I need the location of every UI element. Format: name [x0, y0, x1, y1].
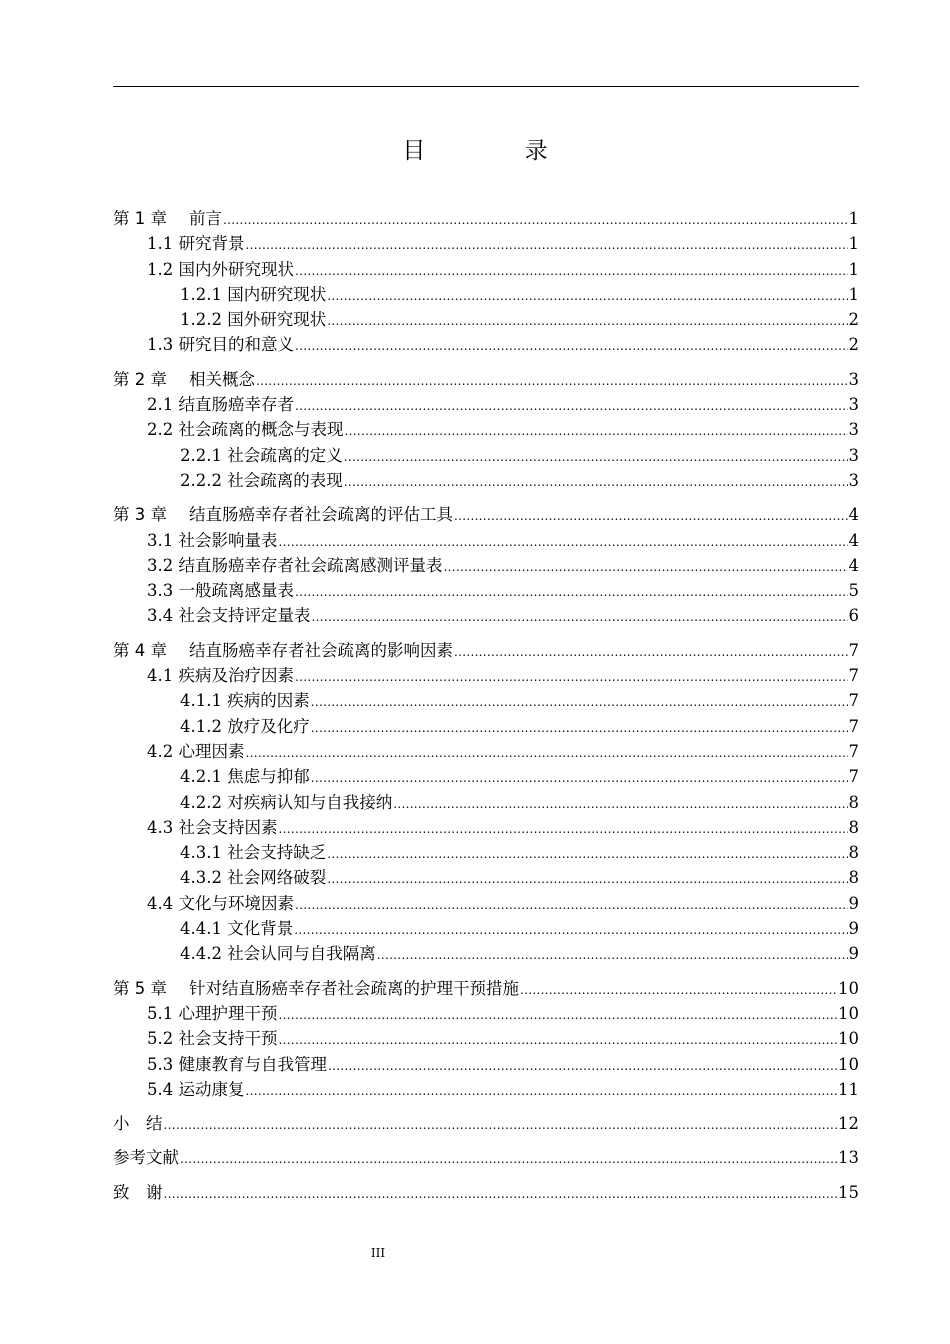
- toc-entry-number: 4.4.2: [180, 944, 222, 964]
- toc-entry-number: 4.2.2: [180, 792, 222, 812]
- toc-entry-title: 焦虑与抑郁: [227, 767, 310, 787]
- toc-entry[interactable]: [113, 916, 859, 941]
- toc-entry-page: 1: [848, 284, 859, 304]
- toc-entry[interactable]: [113, 1001, 859, 1026]
- toc-entry-page: 12: [838, 1114, 859, 1134]
- toc-entry-number: 1.2.2: [180, 310, 222, 330]
- toc-entry-title: 社会影响量表: [178, 530, 278, 550]
- toc-entry-number: 3.3: [147, 581, 174, 601]
- toc-entry-label: [147, 578, 294, 603]
- dot-leader: [295, 259, 848, 284]
- toc-entry-page: 3: [848, 470, 859, 490]
- toc-entry-page: 8: [848, 843, 859, 863]
- toc-entry-label: [113, 638, 453, 663]
- toc-entry-label: [180, 840, 326, 865]
- dot-leader: [279, 1028, 838, 1053]
- toc-entry-title: 心理因素: [178, 741, 245, 761]
- toc-entry-page: 10: [838, 1003, 859, 1023]
- dot-leader: [295, 334, 848, 359]
- toc-entry-page: 2: [848, 335, 859, 355]
- dot-leader: [246, 233, 848, 258]
- toc-entry-title: 社会支持因素: [178, 817, 278, 837]
- toc-entry[interactable]: [113, 206, 859, 231]
- toc-entry-label: [147, 528, 278, 553]
- toc-entry-page: 1: [848, 234, 859, 254]
- dot-leader: [164, 1182, 838, 1207]
- toc-entry-page: 8: [848, 868, 859, 888]
- toc-entry-title: 健康教育与自我管理: [178, 1054, 327, 1074]
- page-title: 目 录: [402, 138, 594, 164]
- dot-leader: [246, 741, 848, 766]
- table-of-contents: [113, 206, 859, 1205]
- toc-entry-title: 研究背景: [178, 234, 245, 254]
- toc-entry[interactable]: [113, 815, 859, 840]
- toc-entry[interactable]: [113, 307, 859, 332]
- toc-entry-label: [180, 468, 343, 493]
- toc-entry-number: 2.2.2: [180, 470, 222, 490]
- toc-entry-title: 社会疏离的表现: [227, 470, 343, 490]
- toc-entry-label: [147, 553, 443, 578]
- toc-entry-number: 5.1: [147, 1003, 174, 1023]
- toc-entry-label: [113, 1111, 163, 1136]
- toc-entry-label: [180, 307, 326, 332]
- toc-entry-number: 4.1.2: [180, 716, 222, 736]
- toc-entry-title: 结直肠癌幸存者: [178, 395, 294, 415]
- toc-entry-page: 7: [848, 666, 859, 686]
- toc-entry[interactable]: [113, 1052, 859, 1077]
- toc-entry-label: [180, 916, 293, 941]
- toc-entry[interactable]: [113, 663, 859, 688]
- toc-entry[interactable]: [113, 1111, 859, 1136]
- toc-entry-number: 3.4: [147, 606, 174, 626]
- dot-leader: [295, 665, 848, 690]
- toc-entry[interactable]: [113, 714, 859, 739]
- toc-entry-title: 文化与环境因素: [178, 893, 294, 913]
- toc-entry-page: 9: [848, 893, 859, 913]
- toc-entry-title: 社会疏离的定义: [227, 445, 343, 465]
- toc-entry[interactable]: [113, 1077, 859, 1102]
- toc-entry[interactable]: [113, 1180, 859, 1205]
- toc-entry-title: 社会支持评定量表: [178, 606, 311, 626]
- toc-entry[interactable]: [113, 332, 859, 357]
- toc-entry-label: [180, 282, 326, 307]
- toc-entry[interactable]: [113, 739, 859, 764]
- toc-entry-number: 3.2: [147, 555, 174, 575]
- dot-leader: [454, 504, 848, 529]
- toc-entry-label: [180, 714, 310, 739]
- toc-entry-label: [147, 1052, 327, 1077]
- toc-entry-page: 10: [838, 1054, 859, 1074]
- toc-entry[interactable]: [113, 528, 859, 553]
- toc-entry-title: 社会认同与自我隔离: [227, 944, 376, 964]
- toc-entry-page: 9: [848, 919, 859, 939]
- toc-entry-label: [180, 764, 310, 789]
- dot-leader: [444, 555, 848, 580]
- toc-entry-title: 结直肠癌幸存者社会疏离感测评量表: [178, 555, 443, 575]
- toc-entry-number: 4.2: [147, 741, 174, 761]
- toc-entry-label: [147, 392, 294, 417]
- toc-entry-label: [147, 739, 245, 764]
- toc-entry-page: 11: [838, 1079, 859, 1099]
- toc-entry-label: [113, 1180, 163, 1205]
- dot-leader: [327, 842, 847, 867]
- toc-entry-page: 4: [848, 555, 859, 575]
- toc-entry[interactable]: [113, 790, 859, 815]
- toc-entry-number: 4.3: [147, 817, 174, 837]
- toc-entry-number: 5.4: [147, 1079, 174, 1099]
- dot-leader: [295, 394, 848, 419]
- toc-entry-title: 国外研究现状: [227, 310, 327, 330]
- toc-entry[interactable]: [113, 367, 859, 392]
- dot-leader: [327, 309, 847, 334]
- toc-entry-label: [180, 941, 376, 966]
- toc-entry[interactable]: [113, 417, 859, 442]
- toc-entry-label: [147, 815, 278, 840]
- toc-entry-label: [147, 1026, 278, 1051]
- toc-entry-label: [113, 502, 453, 527]
- dot-leader: [311, 766, 848, 791]
- toc-entry[interactable]: [113, 603, 859, 628]
- toc-entry-page: 13: [838, 1148, 859, 1168]
- toc-entry[interactable]: [113, 688, 859, 713]
- toc-entry[interactable]: [113, 1026, 859, 1051]
- toc-entry[interactable]: [113, 865, 859, 890]
- toc-entry[interactable]: [113, 468, 859, 493]
- toc-entry[interactable]: [113, 553, 859, 578]
- toc-entry-number: 5.3: [147, 1054, 174, 1074]
- toc-entry-number: 3.1: [147, 530, 174, 550]
- toc-entry-number: 4.3.2: [180, 868, 222, 888]
- dot-leader: [223, 208, 848, 233]
- toc-entry-page: 1: [848, 209, 859, 228]
- toc-entry[interactable]: [113, 231, 859, 256]
- toc-entry-page: 7: [848, 767, 859, 787]
- toc-entry-label: [180, 443, 343, 468]
- toc-entry-title: 疾病及治疗因素: [178, 666, 294, 686]
- toc-entry-label: [147, 603, 311, 628]
- toc-entry-page: 10: [838, 1029, 859, 1049]
- header-rule: [113, 86, 859, 87]
- toc-entry-title: 文化背景: [227, 919, 294, 939]
- toc-entry-page: 3: [848, 445, 859, 465]
- toc-entry-number: 2.2.1: [180, 445, 222, 465]
- toc-entry-number: 2.2: [147, 420, 174, 440]
- toc-entry[interactable]: [113, 392, 859, 417]
- toc-entry-label: [180, 865, 326, 890]
- dot-leader: [164, 1113, 838, 1138]
- dot-leader: [377, 943, 848, 968]
- toc-entry-number: 4.4: [147, 893, 174, 913]
- dot-leader: [256, 369, 848, 394]
- dot-leader: [246, 1079, 838, 1104]
- dot-leader: [311, 690, 848, 715]
- dot-leader: [279, 817, 848, 842]
- toc-entry-number: 1.2: [147, 259, 174, 279]
- toc-entry-label: [147, 663, 294, 688]
- toc-entry-label: [147, 257, 294, 282]
- dot-leader: [295, 580, 848, 605]
- toc-entry-title: 国内外研究现状: [178, 259, 294, 279]
- toc-entry-page: 2: [848, 310, 859, 330]
- toc-entry-label: [147, 332, 294, 357]
- toc-entry-page: 7: [848, 716, 859, 736]
- toc-entry-page: 9: [848, 944, 859, 964]
- dot-leader: [454, 640, 848, 665]
- dot-leader: [344, 470, 848, 495]
- toc-entry-number: 4.2.1: [180, 767, 222, 787]
- toc-entry-number: 4.4.1: [180, 919, 222, 939]
- toc-entry-page: 4: [848, 530, 859, 550]
- toc-entry-page: 10: [838, 978, 859, 998]
- toc-entry-title: 小 结: [113, 1114, 163, 1134]
- toc-entry-number: 第 5 章: [113, 978, 167, 998]
- toc-entry-page: 7: [848, 741, 859, 761]
- toc-entry-number: 4.1: [147, 666, 174, 686]
- dot-leader: [311, 716, 848, 741]
- toc-entry-label: [113, 1145, 179, 1170]
- toc-entry-title: 一般疏离感量表: [178, 581, 294, 601]
- toc-entry-title: 心理护理干预: [178, 1003, 278, 1023]
- toc-entry-number: 第 1 章: [113, 209, 167, 228]
- toc-entry-page: 4: [848, 505, 859, 525]
- toc-entry-number: 1.3: [147, 335, 174, 355]
- toc-entry-label: [147, 417, 344, 442]
- toc-entry-label: [147, 1077, 245, 1102]
- toc-entry-number: 4.1.1: [180, 691, 222, 711]
- page-number-footer: III: [370, 1246, 386, 1260]
- toc-entry[interactable]: [113, 638, 859, 663]
- toc-entry-number: 1.2.1: [180, 284, 222, 304]
- toc-entry-title: 对疾病认知与自我接纳: [227, 792, 393, 812]
- toc-entry-title: 相关概念: [189, 369, 255, 389]
- toc-entry-number: 5.2: [147, 1029, 174, 1049]
- toc-entry-title: 疾病的因素: [227, 691, 310, 711]
- toc-entry-number: 第 2 章: [113, 369, 167, 389]
- dot-leader: [520, 978, 837, 1003]
- toc-entry-label: [180, 790, 392, 815]
- toc-entry-number: 第 4 章: [113, 640, 167, 660]
- toc-entry-page: 8: [848, 817, 859, 837]
- dot-leader: [180, 1147, 837, 1172]
- toc-entry-number: 2.1: [147, 395, 174, 415]
- dot-leader: [344, 445, 848, 470]
- toc-entry-label: [113, 976, 519, 1001]
- toc-entry[interactable]: [113, 282, 859, 307]
- toc-entry[interactable]: [113, 443, 859, 468]
- toc-entry-page: 5: [848, 581, 859, 601]
- toc-entry-title: 针对结直肠癌幸存者社会疏离的护理干预措施: [189, 978, 519, 998]
- toc-entry-title: 前言: [189, 209, 222, 228]
- toc-entry-page: 7: [848, 691, 859, 711]
- toc-entry-title: 社会支持干预: [178, 1029, 278, 1049]
- toc-entry[interactable]: [113, 840, 859, 865]
- toc-entry-label: [113, 206, 222, 231]
- toc-entry-title: 研究目的和意义: [178, 335, 294, 355]
- toc-entry-page: 3: [848, 420, 859, 440]
- toc-entry-title: 放疗及化疗: [227, 716, 310, 736]
- toc-entry[interactable]: [113, 976, 859, 1001]
- toc-entry-title: 社会疏离的概念与表现: [178, 420, 344, 440]
- toc-entry-title: 参考文献: [113, 1148, 179, 1168]
- toc-entry-label: [147, 231, 245, 256]
- toc-entry-title: 致 谢: [113, 1182, 163, 1202]
- toc-entry-page: 6: [848, 606, 859, 626]
- toc-entry-page: 1: [848, 259, 859, 279]
- toc-entry-page: 7: [848, 640, 859, 660]
- dot-leader: [295, 893, 848, 918]
- dot-leader: [345, 419, 848, 444]
- toc-entry-page: 15: [838, 1182, 859, 1202]
- dot-leader: [393, 792, 847, 817]
- toc-entry-page: 8: [848, 792, 859, 812]
- toc-entry-title: 社会支持缺乏: [227, 843, 327, 863]
- toc-entry-title: 运动康复: [178, 1079, 245, 1099]
- toc-entry[interactable]: [113, 578, 859, 603]
- toc-entry[interactable]: [113, 257, 859, 282]
- toc-entry-page: 3: [848, 369, 859, 389]
- toc-entry[interactable]: [113, 1145, 859, 1170]
- dot-leader: [327, 867, 847, 892]
- toc-entry-title: 结直肠癌幸存者社会疏离的影响因素: [189, 640, 453, 660]
- toc-entry-title: 结直肠癌幸存者社会疏离的评估工具: [189, 505, 453, 525]
- toc-entry[interactable]: [113, 891, 859, 916]
- dot-leader: [279, 1003, 838, 1028]
- toc-entry-page: 3: [848, 395, 859, 415]
- dot-leader: [279, 530, 848, 555]
- toc-entry[interactable]: [113, 764, 859, 789]
- dot-leader: [312, 605, 848, 630]
- dot-leader: [294, 918, 847, 943]
- toc-entry-number: 第 3 章: [113, 505, 167, 525]
- toc-entry-label: [180, 688, 310, 713]
- toc-entry-title: 社会网络破裂: [227, 868, 327, 888]
- toc-entry-label: [147, 1001, 278, 1026]
- dot-leader: [328, 1054, 837, 1079]
- toc-entry-number: 4.3.1: [180, 843, 222, 863]
- dot-leader: [327, 284, 847, 309]
- toc-entry-label: [113, 367, 255, 392]
- toc-entry-number: 1.1: [147, 234, 174, 254]
- toc-entry[interactable]: [113, 502, 859, 527]
- toc-entry[interactable]: [113, 941, 859, 966]
- toc-entry-label: [147, 891, 294, 916]
- toc-entry-title: 国内研究现状: [227, 284, 327, 304]
